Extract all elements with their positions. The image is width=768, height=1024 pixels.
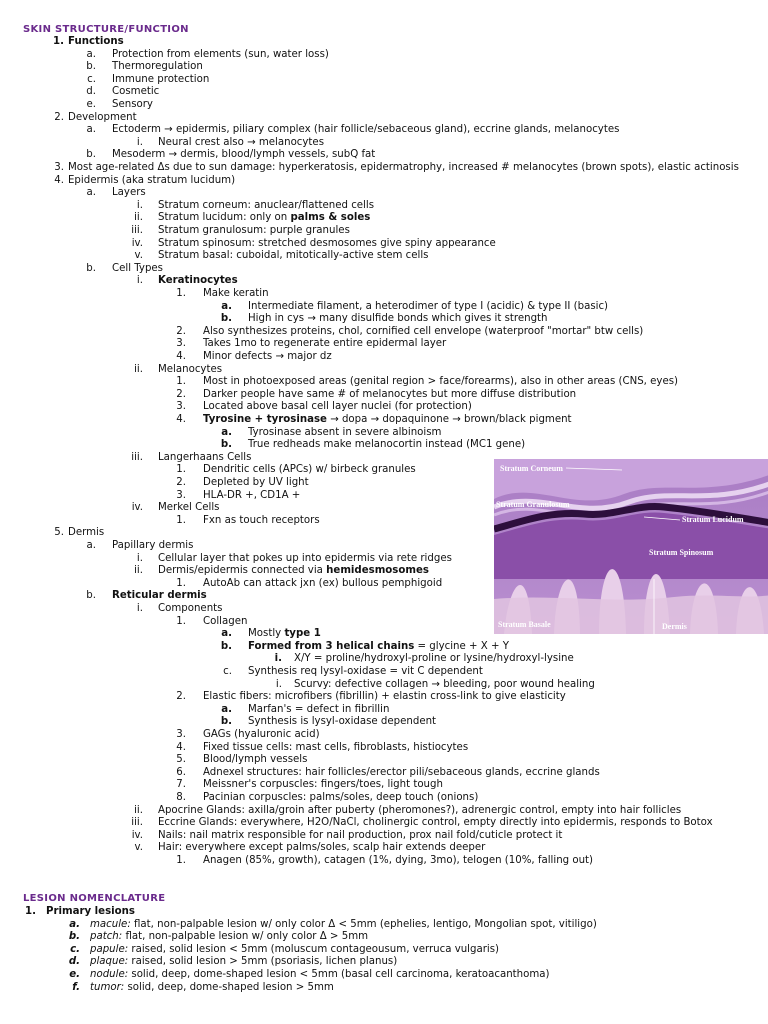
outline-line-63: Eccrine Glands: everywhere, H2O/NaCl, cholinergic control, empty directly into epidermis, responds to Botox bbox=[158, 817, 713, 829]
outline-line-17-marker: iv. bbox=[131, 237, 143, 249]
lesion-line-5: plaque: raised, solid lesion > 5mm (psoriasis, lichen planus) bbox=[90, 956, 398, 968]
outline-line-38-marker: iv. bbox=[131, 502, 143, 514]
outline-line-19-marker: b. bbox=[86, 262, 96, 274]
outline-line-52-marker: i. bbox=[275, 678, 282, 690]
outline-line-18: Stratum basal: cuboidal, mitotically-active stem cells bbox=[158, 250, 429, 262]
outline-line-44: AutoAb can attack jxn (ex) bullous pemphigoid bbox=[203, 577, 443, 589]
outline-line-2-marker: a. bbox=[86, 48, 96, 60]
outline-line-65-marker: v. bbox=[134, 842, 143, 854]
outline-line-19: Cell Types bbox=[112, 262, 163, 274]
outline-line-32: Tyrosinase absent in severe albinoism bbox=[248, 426, 442, 438]
outline-line-41: Papillary dermis bbox=[112, 540, 194, 551]
outline-line-52: Scurvy: defective collagen → bleeding, poor wound healing bbox=[294, 678, 595, 690]
outline-line-49: Formed from 3 helical chains = glycine + X + Y bbox=[248, 640, 509, 652]
outline-line-45: Reticular dermis bbox=[112, 590, 207, 602]
outline-line-57-marker: 4. bbox=[176, 741, 186, 753]
outline-line-23: High in cys → many disulfide bonds which gives it strength bbox=[248, 313, 548, 325]
outline-line-6-marker: e. bbox=[86, 99, 96, 110]
outline-line-64-marker: iv. bbox=[131, 829, 143, 841]
outline-line-40-marker: 5. bbox=[54, 527, 64, 539]
outline-line-41-marker: a. bbox=[86, 540, 96, 551]
lesion-line-2: macule: flat, non-palpable lesion w/ only color Δ < 5mm (ephelies, lentigo, Mongolian spot, vitiligo) bbox=[90, 918, 597, 930]
outline-line-60: Meissner's corpuscles: fingers/toes, light tough bbox=[203, 779, 443, 791]
outline-line-50-marker: i. bbox=[274, 653, 282, 665]
outline-line-66: Anagen (85%, growth), catagen (1%, dying, 3mo), telogen (10%, falling out) bbox=[203, 855, 594, 866]
outline-line-47-marker: 1. bbox=[176, 615, 186, 627]
outline-line-4-marker: c. bbox=[87, 73, 96, 85]
label-stratum-corneum: Stratum Corneum bbox=[500, 464, 563, 473]
outline-line-31-marker: 4. bbox=[176, 414, 186, 425]
outline-line-20: Keratinocytes bbox=[158, 275, 238, 287]
outline-line-48: Mostly type 1 bbox=[248, 628, 321, 640]
outline-line-49-marker: b. bbox=[220, 640, 232, 652]
outline-line-60-marker: 7. bbox=[176, 779, 186, 791]
label-stratum-spinosum: Stratum Spinosum bbox=[649, 548, 714, 557]
outline-line-4: Immune protection bbox=[112, 73, 210, 85]
outline-line-18-marker: v. bbox=[134, 250, 143, 262]
outline-line-22: Intermediate filament, a heterodimer of type I (acidic) & type II (basic) bbox=[248, 300, 609, 312]
outline-line-64: Nails: nail matrix responsible for nail production, prox nail fold/cuticle protect it bbox=[158, 829, 563, 841]
outline-line-5-marker: d. bbox=[86, 86, 96, 98]
outline-line-58-marker: 5. bbox=[176, 754, 186, 766]
outline-line-21: Make keratin bbox=[203, 288, 269, 299]
outline-line-53-marker: 2. bbox=[176, 691, 186, 703]
outline-line-17: Stratum spinosum: stretched desmosomes give spiny appearance bbox=[158, 237, 496, 249]
epidermis-histology-figure bbox=[494, 459, 768, 634]
outline-line-35: Dendritic cells (APCs) w/ birbeck granules bbox=[203, 464, 416, 476]
outline-line-33-marker: b. bbox=[220, 439, 232, 451]
outline-line-21-marker: 1. bbox=[176, 288, 186, 299]
outline-line-66-marker: 1. bbox=[176, 855, 186, 866]
outline-line-25-marker: 3. bbox=[176, 338, 186, 350]
lesion-line-6: nodule: solid, deep, dome-shaped lesion < 5mm (basal cell carcinoma, keratoacanthoma) bbox=[90, 969, 550, 980]
outline-line-29: Darker people have same # of melanocytes but more diffuse distribution bbox=[203, 388, 577, 400]
outline-line-12-marker: 4. bbox=[54, 174, 64, 186]
outline-line-7-marker: 2. bbox=[54, 111, 64, 123]
outline-line-24: Also synthesizes proteins, chol, cornified cell envelope (waterproof "mortar" btw cells) bbox=[203, 325, 644, 337]
outline-line-15: Stratum lucidum: only on palms & soles bbox=[158, 212, 371, 224]
outline-line-8: Ectoderm → epidermis, piliary complex (hair follicle/sebaceous gland), eccrine glands, melanocytes bbox=[112, 124, 620, 136]
outline-line-54-marker: a. bbox=[221, 703, 232, 715]
outline-line-6: Sensory bbox=[112, 99, 153, 110]
outline-line-35-marker: 1. bbox=[176, 464, 186, 476]
outline-line-14-marker: i. bbox=[136, 199, 143, 211]
lesion-line-4-marker: c. bbox=[70, 943, 80, 955]
outline-line-37: HLA-DR +, CD1A + bbox=[203, 489, 301, 501]
outline-line-55-marker: b. bbox=[220, 716, 232, 728]
outline-line-63-marker: iii. bbox=[131, 817, 143, 829]
outline-line-16-marker: iii. bbox=[131, 225, 143, 236]
outline-line-46-marker: i. bbox=[136, 603, 143, 614]
lesion-line-4: papule: raised, solid lesion < 5mm (moluscum contageousum, verruca vulgaris) bbox=[90, 943, 500, 955]
outline-line-37-marker: 3. bbox=[176, 489, 186, 501]
outline-line-28-marker: 1. bbox=[176, 376, 186, 388]
outline-line-3: Thermoregulation bbox=[112, 61, 203, 73]
outline-line-62: Apocrine Glands: axilla/groin after puberty (pheromones?), adrenergic control, empty into hair follicles bbox=[158, 804, 682, 816]
outline-line-12: Epidermis (aka stratum lucidum) bbox=[68, 174, 236, 186]
outline-line-3-marker: b. bbox=[86, 61, 96, 73]
outline-line-39: Fxn as touch receptors bbox=[203, 514, 320, 526]
lesion-line-1-marker: 1. bbox=[25, 906, 36, 917]
outline-line-36-marker: 2. bbox=[176, 477, 186, 488]
outline-line-54: Marfan's = defect in fibrillin bbox=[248, 703, 390, 715]
outline-line-59: Adnexel structures: hair follicles/erector pili/sebaceous glands, eccrine glands bbox=[203, 766, 600, 778]
label-dermis: Dermis bbox=[662, 622, 687, 631]
lesion-line-7: tumor: solid, deep, dome-shaped lesion > 5mm bbox=[90, 981, 334, 993]
outline-line-5: Cosmetic bbox=[112, 86, 160, 98]
lesion-line-7-marker: f. bbox=[72, 981, 80, 993]
outline-line-8-marker: a. bbox=[86, 124, 96, 136]
outline-line-34: Langerhaans Cells bbox=[158, 451, 252, 463]
outline-line-50: X/Y = proline/hydroxyl-proline or lysine/hydroxyl-lysine bbox=[294, 653, 574, 665]
outline-line-34-marker: iii. bbox=[131, 451, 143, 463]
outline-line-2: Protection from elements (sun, water loss) bbox=[112, 48, 329, 60]
outline-line-40: Dermis bbox=[68, 527, 105, 539]
outline-line-43-marker: ii. bbox=[134, 565, 143, 577]
outline-line-30-marker: 3. bbox=[176, 401, 186, 413]
outline-line-25: Takes 1mo to regenerate entire epidermal layer bbox=[203, 338, 447, 350]
lesion-line-1: Primary lesions bbox=[46, 906, 135, 917]
outline-line-28: Most in photoexposed areas (genital region > face/forearms), also in other areas (CNS, eyes) bbox=[203, 376, 679, 388]
outline-line-46: Components bbox=[158, 603, 223, 614]
outline-line-26-marker: 4. bbox=[176, 351, 186, 362]
section-heading-skin-structure: SKIN STRUCTURE/FUNCTION bbox=[23, 24, 189, 35]
outline-line-1: Functions bbox=[68, 36, 124, 47]
outline-line-22-marker: a. bbox=[221, 300, 232, 312]
outline-line-9: Neural crest also → melanocytes bbox=[158, 136, 324, 148]
outline-line-10-marker: b. bbox=[86, 149, 96, 161]
outline-line-13-marker: a. bbox=[86, 187, 96, 199]
outline-line-51-marker: c. bbox=[223, 666, 232, 677]
outline-line-11: Most age-related Δs due to sun damage: hyperkeratosis, epidermatrophy, increased # melanocytes (brown spots), elastic actinosis bbox=[68, 162, 739, 173]
outline-line-27: Melanocytes bbox=[158, 363, 223, 375]
outline-line-31: Tyrosine + tyrosinase → dopa → dopaquinone → brown/black pigment bbox=[203, 414, 572, 425]
outline-line-48-marker: a. bbox=[221, 628, 232, 640]
outline-line-10: Mesoderm → dermis, blood/lymph vessels, subQ fat bbox=[112, 149, 376, 161]
outline-line-47: Collagen bbox=[203, 615, 248, 627]
outline-line-13: Layers bbox=[112, 187, 146, 199]
lesion-line-5-marker: d. bbox=[68, 956, 80, 968]
outline-line-55: Synthesis is lysyl-oxidase dependent bbox=[248, 716, 437, 728]
epidermis-histology-image bbox=[494, 459, 768, 634]
outline-line-16: Stratum granulosum: purple granules bbox=[158, 225, 350, 236]
outline-line-57: Fixed tissue cells: mast cells, fibroblasts, histiocytes bbox=[203, 741, 469, 753]
outline-line-29-marker: 2. bbox=[176, 388, 186, 400]
outline-line-61: Pacinian corpuscles: palms/soles, deep touch (onions) bbox=[203, 792, 479, 803]
outline-line-30: Located above basal cell layer nuclei (for protection) bbox=[203, 401, 472, 413]
outline-line-42-marker: i. bbox=[136, 552, 143, 564]
outline-line-23-marker: b. bbox=[220, 313, 232, 325]
outline-line-20-marker: i. bbox=[136, 275, 143, 287]
outline-line-7: Development bbox=[68, 111, 137, 123]
outline-line-14: Stratum corneum: anuclear/flattened cells bbox=[158, 199, 375, 211]
outline-line-58: Blood/lymph vessels bbox=[203, 754, 308, 766]
outline-line-11-marker: 3. bbox=[54, 162, 64, 173]
outline-line-32-marker: a. bbox=[221, 426, 232, 438]
outline-line-1-marker: 1. bbox=[53, 36, 64, 47]
outline-line-39-marker: 1. bbox=[176, 514, 186, 526]
outline-line-59-marker: 6. bbox=[176, 766, 186, 778]
outline-line-38: Merkel Cells bbox=[158, 502, 220, 514]
outline-line-26: Minor defects → major dz bbox=[203, 351, 332, 362]
outline-line-42: Cellular layer that pokes up into epidermis via rete ridges bbox=[158, 552, 452, 564]
outline-line-51: Synthesis req lysyl-oxidase = vit C dependent bbox=[248, 666, 483, 677]
label-stratum-basale: Stratum Basale bbox=[498, 620, 551, 629]
outline-line-24-marker: 2. bbox=[176, 325, 186, 337]
lesion-line-2-marker: a. bbox=[69, 918, 80, 930]
outline-line-36: Depleted by UV light bbox=[203, 477, 309, 488]
outline-line-33: True redheads make melanocortin instead (MC1 gene) bbox=[248, 439, 526, 451]
section-heading-lesion-nomenclature: LESION NOMENCLATURE bbox=[23, 893, 166, 904]
lesion-line-6-marker: e. bbox=[69, 969, 80, 980]
outline-line-62-marker: ii. bbox=[134, 804, 143, 816]
outline-line-61-marker: 8. bbox=[176, 792, 186, 803]
outline-line-56-marker: 3. bbox=[176, 729, 186, 740]
outline-line-9-marker: i. bbox=[136, 136, 143, 148]
label-stratum-lucidum: Stratum Lucidum bbox=[682, 515, 744, 524]
outline-line-53: Elastic fibers: microfibers (fibrillin) + elastin cross-link to give elasticity bbox=[203, 691, 566, 703]
outline-line-56: GAGs (hyaluronic acid) bbox=[203, 729, 320, 740]
outline-line-65: Hair: everywhere except palms/soles, scalp hair extends deeper bbox=[158, 842, 486, 854]
lesion-line-3-marker: b. bbox=[68, 931, 80, 943]
outline-line-27-marker: ii. bbox=[134, 363, 143, 375]
label-stratum-granulosum: Stratum Granulosum bbox=[496, 500, 570, 509]
outline-line-15-marker: ii. bbox=[134, 212, 143, 224]
outline-line-43: Dermis/epidermis connected via hemidesmosomes bbox=[158, 565, 429, 577]
outline-line-45-marker: b. bbox=[86, 590, 96, 602]
lesion-line-3: patch: flat, non-palpable lesion w/ only color Δ > 5mm bbox=[90, 931, 369, 943]
outline-line-44-marker: 1. bbox=[176, 577, 186, 589]
